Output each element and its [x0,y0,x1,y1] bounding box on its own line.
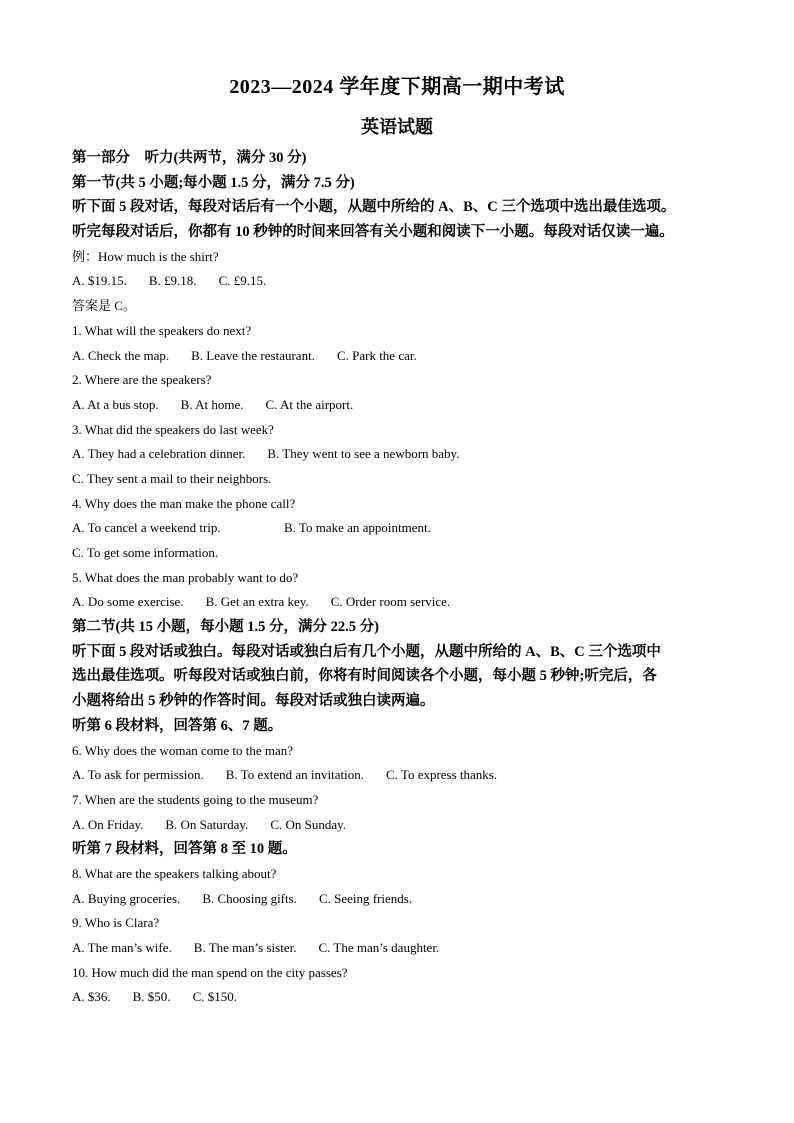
question-text: 9. Who is Clara? [72,915,160,931]
option-a: A. On Friday. [72,816,144,832]
option-c: C. At the airport. [265,396,354,412]
option-c: C. On Sunday. [270,816,347,832]
question-options [72,936,732,961]
question-options [72,590,732,615]
option-c: C. Order room service. [330,594,451,610]
option-b: B. On Saturday. [165,816,249,832]
question-text: 3. What did the speakers do last week? [72,421,274,437]
section2-instruction-line: 选出最佳选项。听每段对话或独白前，你将有时间阅读各个小题，每小题 5 秒钟;听完后，各 [72,668,657,685]
example-answer: 答案是 C。 [72,298,136,314]
option-a: A. $19.15. [72,273,127,289]
option-a: A. They had a celebration dinner. [72,446,246,462]
option-b: B. At home. [180,396,244,412]
question-options [72,887,732,912]
option-c: C. Park the car. [336,347,417,363]
option-a: A. $36. [72,989,111,1005]
option-b: B. Leave the restaurant. [191,347,315,363]
option-c: C. $150. [192,989,237,1005]
example-question: 例：How much is the shirt? [72,248,219,264]
option-a: A. Do some exercise. [72,594,184,610]
option-a: A. Buying groceries. [72,890,181,906]
option-a: A. At a bus stop. [72,396,159,412]
question-options [72,344,732,369]
question-text: 1. What will the speakers do next? [72,322,252,338]
question-options [72,813,732,838]
question-text: 7. When are the students going to the museum? [72,791,319,807]
material-6-heading: 听第 6 段材料，回答第 6、7 题。 [72,717,283,734]
exam-content [72,146,732,1010]
question-options [72,985,732,1010]
question-text: 8. What are the speakers talking about? [72,865,277,881]
part1-heading: 第一部分 听力(共两节，满分 30 分) [72,150,307,166]
question-options [72,516,732,541]
option-c: C. Seeing friends. [318,890,413,906]
section2-instruction-line: 听下面 5 段对话或独白。每段对话或独白后有几个小题，从题中所给的 A、B、C 三个选项中 [72,643,661,660]
option-c: C. The man’s daughter. [318,940,440,955]
option-b: B. Choosing gifts. [202,890,297,906]
option-a: A. The man’s wife. [72,940,172,955]
example-options [72,269,732,294]
option-c: C. To get some information. [72,545,219,560]
option-a: A. To ask for permission. [72,767,204,783]
section1-heading: 第一节(共 5 小题;每小题 1.5 分，满分 7.5 分) [72,174,355,191]
option-b: B. Get an extra key. [205,594,309,610]
question-options [72,763,732,788]
question-text: 10. How much did the man spend on the city passes? [72,964,348,980]
question-text: 2. Where are the speakers? [72,372,212,388]
question-options [72,442,732,467]
option-c: C. They sent a mail to their neighbors. [72,470,272,486]
section1-instruction-line: 听下面 5 段对话，每段对话后有一个小题，从题中所给的 A、B、C 三个选项中选出最佳选项。 [72,199,676,216]
option-b: B. To extend an invitation. [225,767,364,783]
section2-heading: 第二节(共 15 小题，每小题 1.5 分，满分 22.5 分) [72,619,379,636]
question-text: 4. Why does the man make the phone call? [72,495,296,511]
question-text: 5. What does the man probably want to do? [72,569,299,585]
material-7-heading: 听第 7 段材料，回答第 8 至 10 题。 [72,841,297,858]
exam-title: 2023—2024 学年度下期高一期中考试 [229,76,565,98]
option-b: B. $50. [132,989,171,1005]
question-text: 6. Why does the woman come to the man? [72,742,294,758]
option-b: B. To make an appointment. [284,520,431,536]
option-c: C. £9.15. [218,273,267,289]
option-b: B. The man’s sister. [193,940,297,955]
exam-subtitle: 英语试题 [361,117,433,137]
question-options [72,393,732,418]
option-a: A. To cancel a weekend trip. [72,520,221,536]
option-c: C. To express thanks. [385,767,498,783]
question-options [72,541,732,566]
section2-instruction-line: 小题将给出 5 秒钟的作答时间。每段对话或独白读两遍。 [72,693,435,710]
option-b: B. £9.18. [148,273,197,289]
section1-instruction-line: 听完每段对话后，你都有 10 秒钟的时间来回答有关小题和阅读下一小题。每段对话仅读一遍。 [72,224,674,241]
option-b: B. They went to see a newborn baby. [267,446,460,462]
question-options [72,467,732,492]
option-a: A. Check the map. [72,347,170,363]
